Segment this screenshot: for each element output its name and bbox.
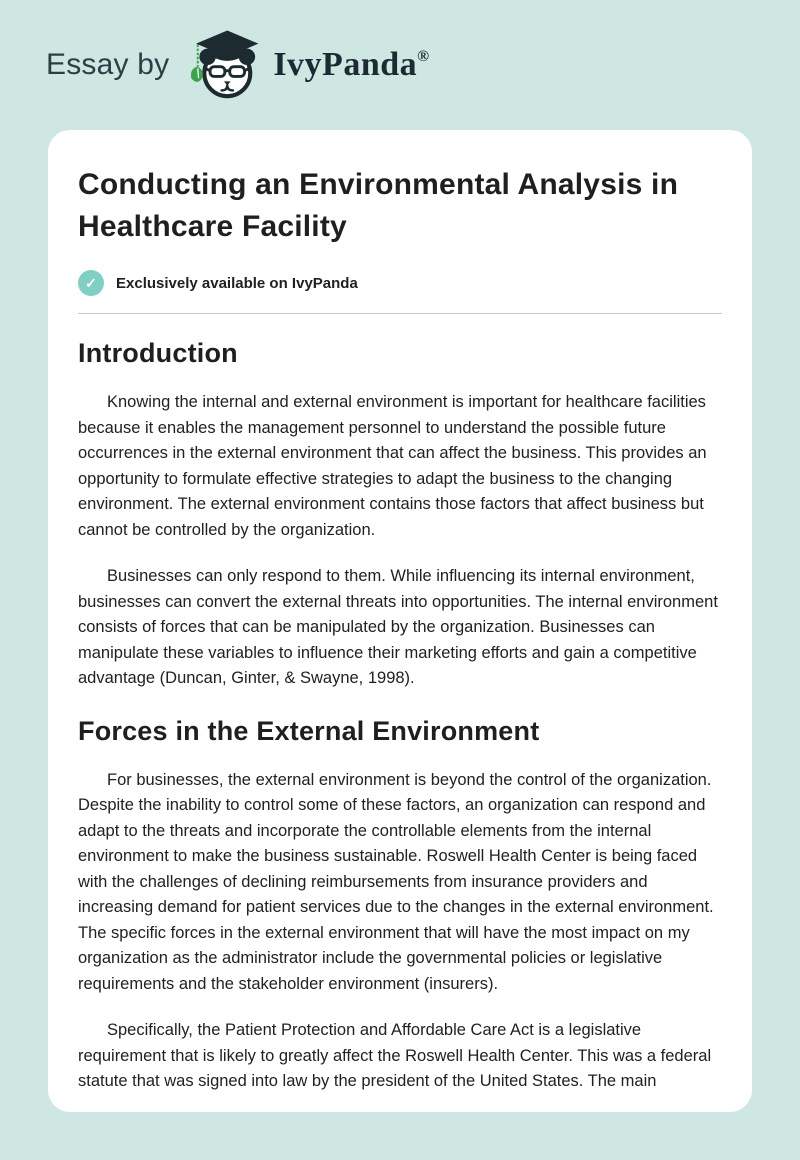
paragraph: Businesses can only respond to them. While influencing its internal environment, businesses can convert the external threats into opportunities. The internal environment consists of forces that can be manipulated by the organization. Businesses can manipulate these variables to influence their marketing efforts and gain a competitive advantage (Duncan, Ginter, & Swayne, 1998). bbox=[78, 567, 718, 687]
section-heading: Introduction bbox=[78, 338, 238, 368]
site-header bbox=[0, 0, 800, 100]
check-circle-icon: ✓ bbox=[78, 270, 104, 296]
paragraph: For businesses, the external environment is beyond the control of the organization. Despite the inability to control some of these factors, an organization can respond and adapt to the threats and incorporate the controllable elements from the internal environment to make the business sustainable. Roswell Health Center is being faced with the challenges of declining reimbursements from insurance providers and increasing demand for patient services due to the changes in the external environment. The specific forces in the external environment that will have the most impact on my organization as the administrator include the governmental policies or legislative requirements and the stakeholder environment (insurers). bbox=[78, 770, 714, 993]
ivypanda-brand-link[interactable] bbox=[183, 24, 429, 106]
paragraph: Knowing the internal and external environment is important for healthcare facilities because it enables the management personnel to understand the possible future occurrences in the external environment that can affect the business. This provides an opportunity to formulate effective strategies to adapt the business to the changing environment. The external environment contains those factors that affect business but cannot be controlled by the organization. bbox=[78, 393, 707, 539]
section-forces-external-environment bbox=[78, 716, 722, 1095]
section-heading: Forces in the External Environment bbox=[78, 715, 540, 746]
essay-by-label: Essay by bbox=[46, 48, 170, 81]
panda-graduate-logo-icon bbox=[183, 24, 265, 106]
section-introduction bbox=[78, 338, 722, 692]
availability-label: Exclusively available on IvyPanda bbox=[116, 274, 358, 292]
page-title: Conducting an Environmental Analysis in Healthcare Facility bbox=[78, 168, 679, 243]
registered-trademark-symbol: ® bbox=[417, 48, 430, 65]
paragraph: Specifically, the Patient Protection and Affordable Care Act is a legislative requirement that is likely to greatly affect the Roswell Health Center. This was a federal statute that was signed into law by the president of the United States. The main bbox=[78, 1021, 712, 1090]
brand-wordmark: IvyPanda® bbox=[273, 46, 430, 83]
essay-card bbox=[48, 130, 752, 1112]
divider bbox=[78, 313, 722, 314]
availability-row bbox=[78, 270, 722, 296]
